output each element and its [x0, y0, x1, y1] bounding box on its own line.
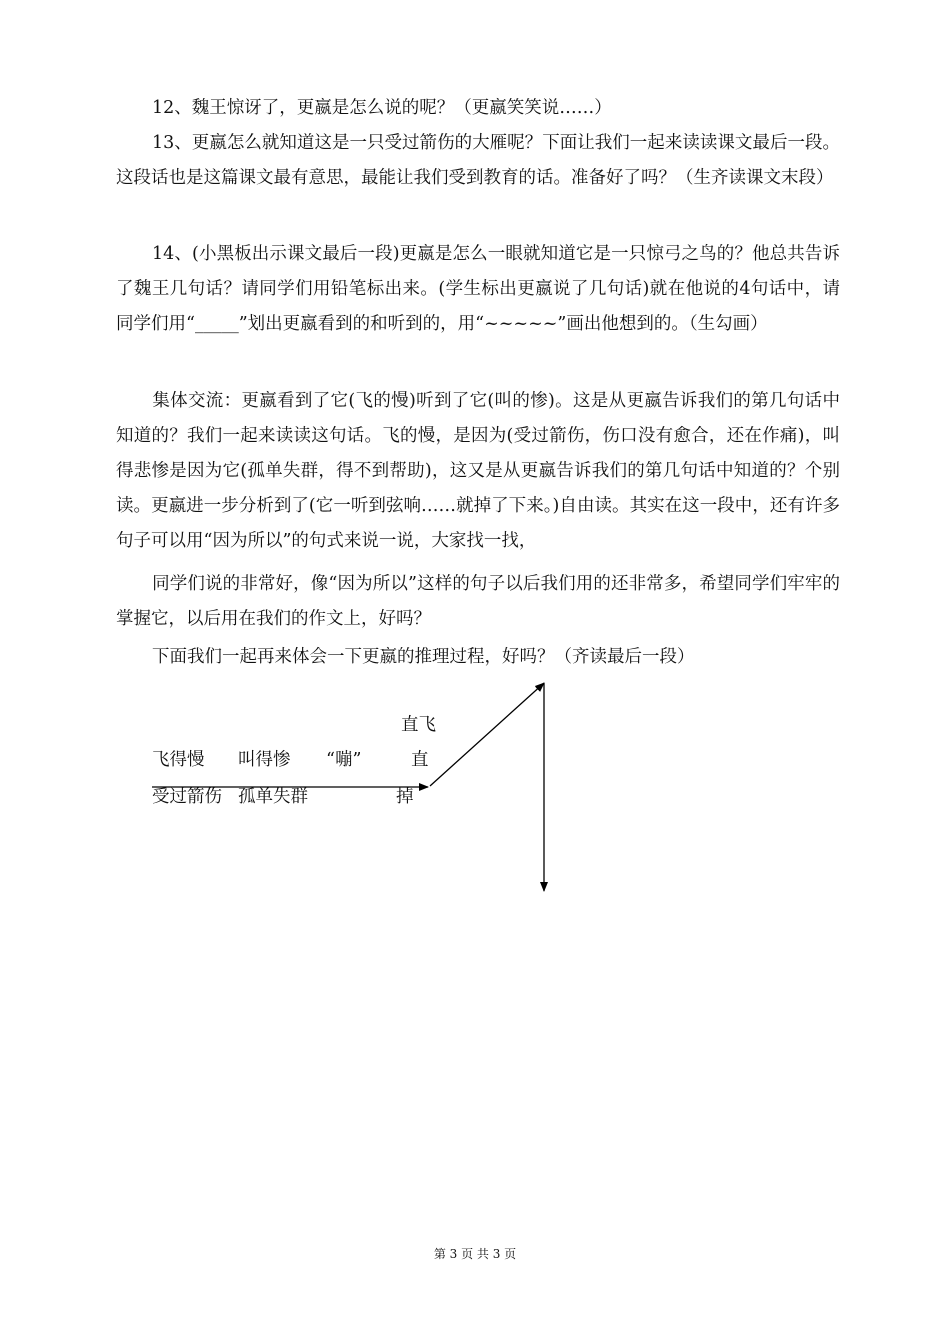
label-fly-straight: 直飞 — [401, 715, 436, 735]
label-straight: 直 — [411, 750, 429, 770]
label-sad-cry: 叫得惨 — [238, 750, 291, 770]
page-footer: 第 3 页 共 3 页 — [433, 1247, 517, 1261]
label-slow-flight: 飞得慢 — [152, 750, 205, 770]
label-lost-flock: 孤单失群 — [238, 787, 308, 807]
label-fall: 掉 — [396, 787, 414, 807]
fly-up-arrow — [430, 683, 544, 786]
label-bowstring-sound: “嘣” — [326, 750, 362, 770]
paragraph-discussion-text: 集体交流：更嬴看到了它(飞的慢)听到了它(叫的惨)。这是从更嬴告诉我们的第几句话中知道的？我们一起来读读这句话。飞的慢，是因为(受过箭伤，伤口没有愈合，还在作痛)，叫得悲惨是因为它(孤单失群，得不到帮助)，这又是从更嬴告诉我们的第几句话中知道的？个别读。更嬴进一步分析到了(它一听到弦响……就掉了下来。)自由读。其实在这一段中，还有许多句子可以用“因为所以”的句式来说一说，大家找一找， — [116, 391, 840, 551]
label-arrow-wound: 受过箭伤 — [152, 787, 222, 807]
paragraph-praise-text: 同学们说的非常好，像“因为所以”这样的句子以后我们用的还非常多，希望同学们牢牢的掌握它，以后用在我们的作文上，好吗？ — [116, 574, 840, 629]
paragraph-14-text: 14、(小黑板出示课文最后一段)更嬴是怎么一眼就知道它是一只惊弓之鸟的？他总共告诉了魏王几句话？请同学们用铅笔标出来。(学生标出更嬴说了几句话)就在他说的4句话中，请同学们用“_____”划出更嬴看到的和听到的，用“~~~~~”画出他想到的。（生勾画） — [116, 244, 840, 334]
paragraph-12-text: 12、魏王惊讶了，更嬴是怎么说的呢？（更嬴笑笑说……） — [152, 98, 612, 118]
paragraph-13-text: 13、更嬴怎么就知道这是一只受过箭伤的大雁呢？下面让我们一起来读读课文最后一段。这段话也是这篇课文最有意思，最能让我们受到教育的话。准备好了吗？（生齐读课文末段） — [116, 133, 840, 188]
paragraph-reasoning-text: 下面我们一起再来体会一下更嬴的推理过程，好吗？（齐读最后一段） — [152, 647, 695, 667]
